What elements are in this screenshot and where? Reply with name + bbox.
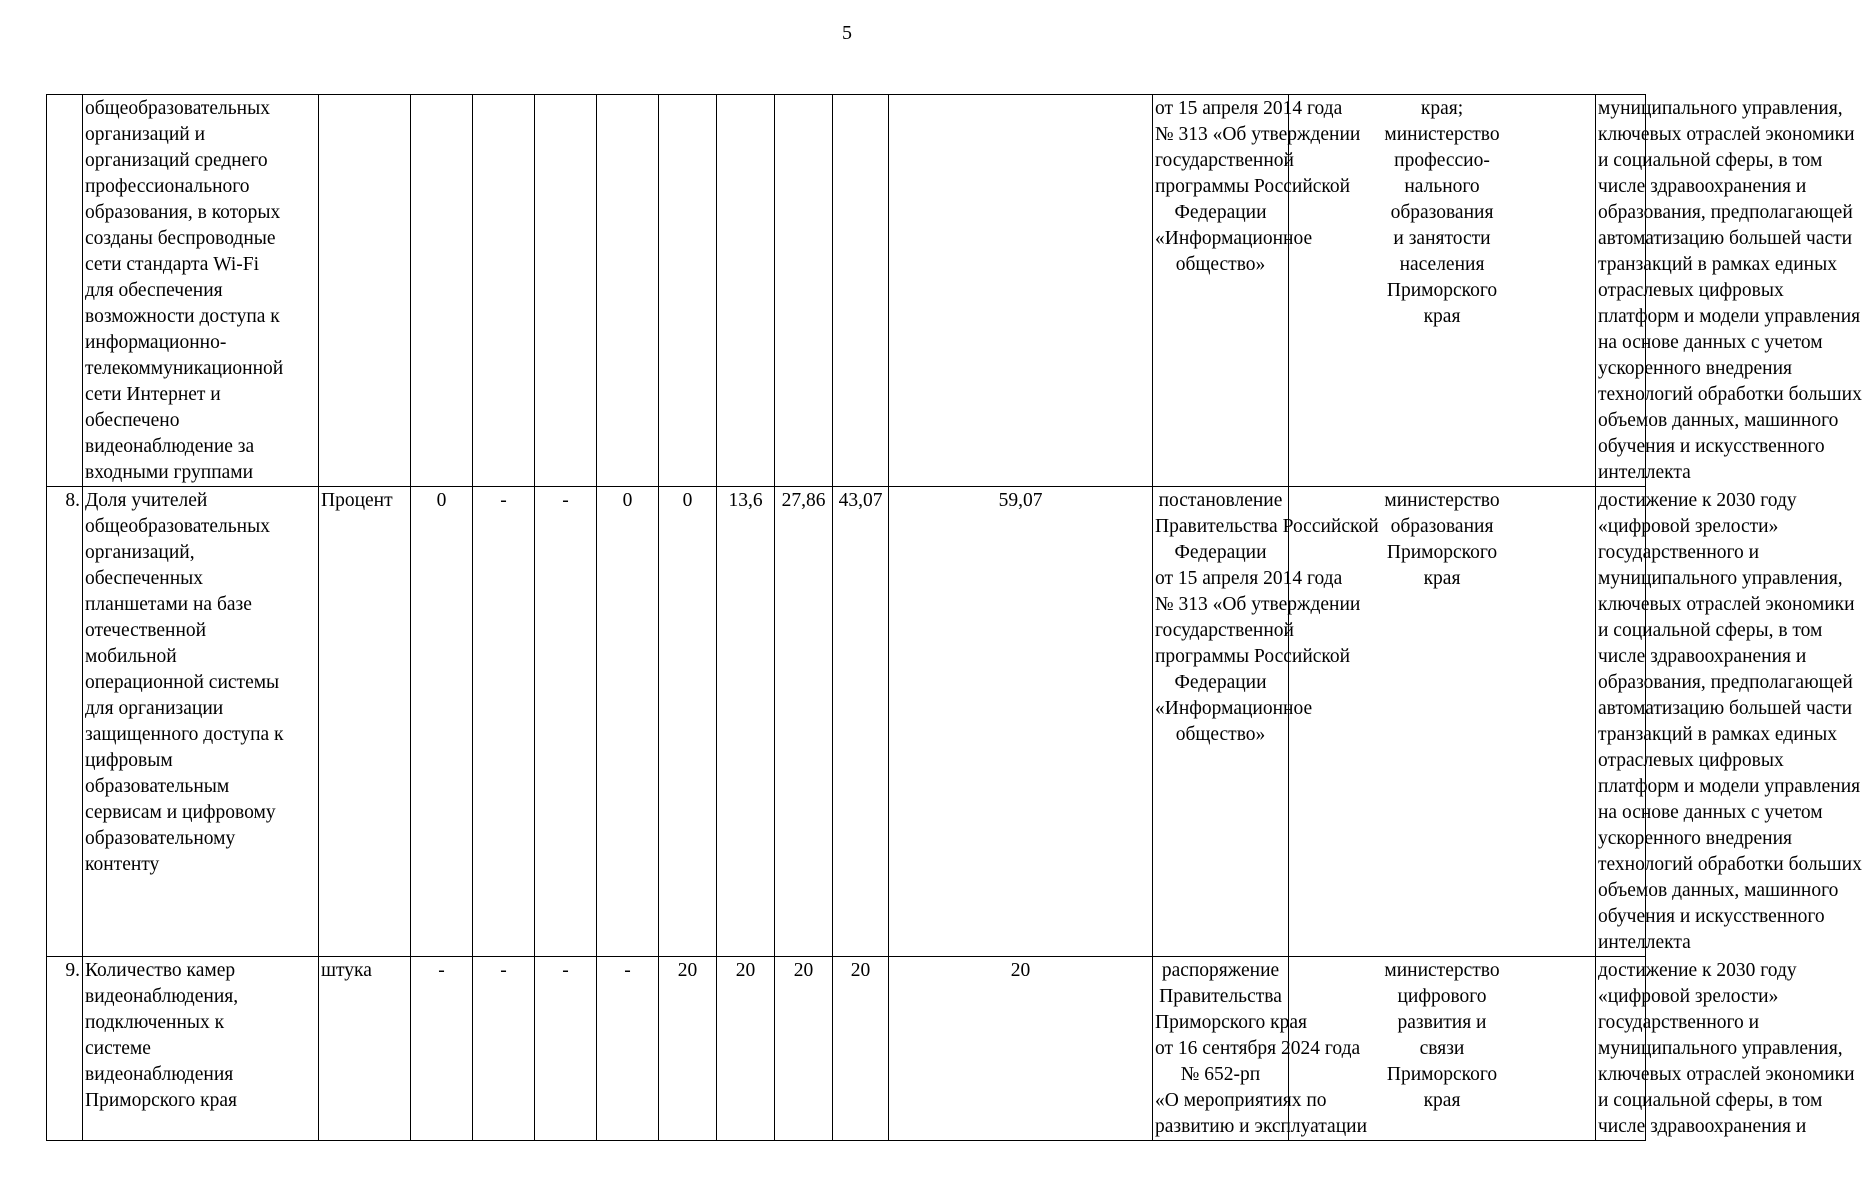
value-cell bbox=[473, 95, 535, 487]
goal-cell-line: на основе данных с учетом bbox=[1598, 332, 1823, 353]
goal-cell-line: объемов данных, машинного bbox=[1598, 410, 1839, 431]
basis-cell-line: постановление bbox=[1158, 490, 1283, 511]
goal-cell-line: автоматизацию большей части bbox=[1598, 228, 1853, 249]
goal-cell-line: технологий обработки больших bbox=[1598, 854, 1862, 875]
goal-cell-line: на основе данных с учетом bbox=[1598, 802, 1823, 823]
goal-cell-line: объемов данных, машинного bbox=[1598, 880, 1839, 901]
goal-cell-line: отраслевых цифровых bbox=[1598, 750, 1784, 771]
value-cell: - bbox=[473, 487, 535, 957]
indicator-name-line: операционной системы bbox=[85, 672, 280, 693]
indicator-name-line: видеонаблюдения bbox=[85, 1064, 234, 1085]
basis-cell-line: от 15 апреля 2014 года bbox=[1155, 568, 1343, 589]
value-cell: 59,07 bbox=[889, 487, 1153, 957]
value-cell bbox=[597, 95, 659, 487]
goal-cell-line: образования, предполагающей bbox=[1598, 672, 1853, 693]
responsible-cell-line: министерство bbox=[1384, 124, 1500, 145]
basis-cell-line: № 652-рп bbox=[1180, 1064, 1261, 1085]
goal-cell-line: и социальной сферы, в том bbox=[1598, 150, 1823, 171]
basis-cell-line: № 313 «Об утверждении bbox=[1155, 594, 1361, 615]
goal-cell-line: автоматизацию большей части bbox=[1598, 698, 1853, 719]
basis-cell-line: от 15 апреля 2014 года bbox=[1155, 98, 1343, 119]
value-cell: 0 bbox=[597, 487, 659, 957]
goal-cell-line: «цифровой зрелости» bbox=[1598, 516, 1779, 537]
responsible-cell-line: министерство bbox=[1384, 960, 1500, 981]
value-cell bbox=[411, 95, 473, 487]
indicator-name-line: организаций среднего bbox=[85, 150, 268, 171]
responsible-cell-line: Приморского bbox=[1386, 280, 1498, 301]
value-cell: 27,86 bbox=[775, 487, 833, 957]
basis-cell bbox=[1153, 957, 1368, 1141]
basis-cell-line: государственной bbox=[1155, 620, 1294, 641]
goal-cell-line: технологий обработки больших bbox=[1598, 384, 1862, 405]
goal-cell bbox=[1596, 487, 1862, 957]
indicator-name-line: образовательному bbox=[85, 828, 236, 849]
indicator-name-line: планшетами на базе bbox=[85, 594, 252, 615]
indicator-name-line: отечественной bbox=[85, 620, 207, 641]
goal-cell-line: числе здравоохранения и bbox=[1598, 1116, 1807, 1137]
responsible-cell-line: Приморского bbox=[1386, 542, 1498, 563]
goal-cell-line: ключевых отраслей экономики bbox=[1598, 1064, 1855, 1085]
row-number: 9. bbox=[47, 957, 83, 1141]
responsible-cell-line: края; bbox=[1420, 98, 1464, 119]
responsible-cell-line: связи bbox=[1419, 1038, 1465, 1059]
goal-cell bbox=[1596, 957, 1855, 1141]
responsible-cell-line: министерство bbox=[1384, 490, 1500, 511]
basis-cell-line: от 16 сентября 2024 года bbox=[1155, 1038, 1361, 1059]
basis-cell-line: Федерации bbox=[1174, 542, 1267, 563]
indicator-name-line: профессионального bbox=[85, 176, 250, 197]
basis-cell-line: «Информационное bbox=[1155, 698, 1313, 719]
indicator-name-line: общеобразовательных bbox=[85, 516, 270, 537]
unit-cell bbox=[319, 95, 411, 487]
indicator-name-line: видеонаблюдение за bbox=[85, 436, 255, 457]
indicator-name-line: сервисам и цифровому bbox=[85, 802, 276, 823]
goal-cell-line: платформ и модели управления bbox=[1598, 776, 1861, 797]
value-cell bbox=[535, 95, 597, 487]
indicator-name-line: мобильной bbox=[85, 646, 177, 667]
responsible-cell bbox=[1289, 487, 1596, 957]
goal-cell-line: «цифровой зрелости» bbox=[1598, 986, 1779, 1007]
row-number bbox=[47, 95, 83, 487]
indicator-name-line: сети стандарта Wi-Fi bbox=[85, 254, 260, 275]
table-row bbox=[47, 957, 1646, 1141]
goal-cell-line: достижение к 2030 году bbox=[1598, 960, 1797, 981]
indicator-name-line: возможности доступа к bbox=[85, 306, 280, 327]
goal-cell bbox=[1596, 95, 1862, 487]
responsible-cell-line: нального bbox=[1404, 176, 1480, 197]
goal-cell-line: транзакций в рамках единых bbox=[1598, 724, 1837, 745]
responsible-cell-line: Приморского bbox=[1386, 1064, 1498, 1085]
responsible-cell-line: и занятости bbox=[1393, 228, 1491, 249]
indicator-name bbox=[83, 487, 319, 957]
indicator-name-line: контенту bbox=[85, 854, 160, 875]
basis-cell bbox=[1153, 487, 1379, 957]
basis-cell-line: Приморского края bbox=[1155, 1012, 1307, 1033]
responsible-cell-line: населения bbox=[1399, 254, 1485, 275]
indicator-name-line: Доля учителей bbox=[85, 490, 208, 511]
indicator-name-line: образования, в которых bbox=[85, 202, 281, 223]
value-cell: 20 bbox=[889, 957, 1153, 1141]
indicator-name-line: организаций и bbox=[85, 124, 205, 145]
unit-cell: Процент bbox=[319, 487, 411, 957]
basis-cell-line: распоряжение bbox=[1161, 960, 1280, 981]
value-cell bbox=[889, 95, 1153, 487]
basis-cell-line: Правительства Российской bbox=[1155, 516, 1379, 537]
responsible-cell-line: края bbox=[1423, 306, 1461, 327]
indicator-name-line: созданы беспроводные bbox=[85, 228, 276, 249]
responsible-cell bbox=[1289, 95, 1596, 487]
goal-cell-line: числе здравоохранения и bbox=[1598, 176, 1807, 197]
value-cell: 20 bbox=[775, 957, 833, 1141]
goal-cell-line: достижение к 2030 году bbox=[1598, 490, 1797, 511]
indicator-name bbox=[83, 95, 319, 487]
goal-cell-line: муниципального управления, bbox=[1598, 98, 1843, 119]
goal-cell-line: муниципального управления, bbox=[1598, 568, 1843, 589]
responsible-cell-line: цифрового bbox=[1397, 986, 1487, 1007]
value-cell bbox=[659, 95, 717, 487]
value-cell: 13,6 bbox=[717, 487, 775, 957]
value-cell: - bbox=[535, 487, 597, 957]
value-cell: 0 bbox=[411, 487, 473, 957]
value-cell bbox=[833, 95, 889, 487]
value-cell: 20 bbox=[833, 957, 889, 1141]
value-cell: - bbox=[411, 957, 473, 1141]
value-cell: - bbox=[535, 957, 597, 1141]
indicator-name-line: подключенных к bbox=[85, 1012, 225, 1033]
basis-cell-line: государственной bbox=[1155, 150, 1294, 171]
indicator-name-line: цифровым bbox=[85, 750, 173, 771]
value-cell: 43,07 bbox=[833, 487, 889, 957]
indicator-name-line: телекоммуникационной bbox=[85, 358, 284, 379]
indicator-name-line: организаций, bbox=[85, 542, 195, 563]
page-number: 5 bbox=[842, 22, 852, 44]
basis-cell-line: Федерации bbox=[1174, 202, 1267, 223]
indicator-name-line: видеонаблюдения, bbox=[85, 986, 239, 1007]
indicator-name-line: входными группами bbox=[85, 462, 254, 483]
value-cell: - bbox=[473, 957, 535, 1141]
basis-cell-line: Федерации bbox=[1174, 672, 1267, 693]
basis-cell bbox=[1153, 95, 1361, 487]
indicators-table bbox=[46, 94, 1862, 1141]
goal-cell-line: муниципального управления, bbox=[1598, 1038, 1843, 1059]
goal-cell-line: обучения и искусственного bbox=[1598, 436, 1825, 457]
basis-cell-line: программы Российской bbox=[1155, 176, 1351, 197]
basis-cell-line: № 313 «Об утверждении bbox=[1155, 124, 1361, 145]
goal-cell-line: государственного и bbox=[1598, 1012, 1760, 1033]
indicator-name-line: обеспечено bbox=[85, 410, 180, 431]
indicator-name-line: обеспеченных bbox=[85, 568, 203, 589]
basis-cell-line: развитию и эксплуатации bbox=[1155, 1116, 1368, 1137]
responsible-cell-line: края bbox=[1423, 568, 1461, 589]
indicator-name-line: образовательным bbox=[85, 776, 230, 797]
row-number: 8. bbox=[47, 487, 83, 957]
value-cell bbox=[775, 95, 833, 487]
goal-cell-line: и социальной сферы, в том bbox=[1598, 620, 1823, 641]
value-cell: 20 bbox=[659, 957, 717, 1141]
indicator-name-line: защищенного доступа к bbox=[85, 724, 284, 745]
indicator-name-line: Приморского края bbox=[85, 1090, 237, 1111]
goal-cell-line: и социальной сферы, в том bbox=[1598, 1090, 1823, 1111]
responsible-cell-line: развития и bbox=[1397, 1012, 1487, 1033]
indicator-name-line: для организации bbox=[85, 698, 224, 719]
responsible-cell-line: образования bbox=[1390, 516, 1494, 537]
unit-cell: штука bbox=[319, 957, 411, 1141]
goal-cell-line: ускоренного внедрения bbox=[1598, 828, 1793, 849]
goal-cell-line: ключевых отраслей экономики bbox=[1598, 594, 1855, 615]
goal-cell-line: транзакций в рамках единых bbox=[1598, 254, 1837, 275]
value-cell: 0 bbox=[659, 487, 717, 957]
goal-cell-line: образования, предполагающей bbox=[1598, 202, 1853, 223]
indicator-name bbox=[83, 957, 319, 1141]
indicator-name-line: общеобразовательных bbox=[85, 98, 270, 119]
goal-cell-line: ключевых отраслей экономики bbox=[1598, 124, 1855, 145]
goal-cell-line: ускоренного внедрения bbox=[1598, 358, 1793, 379]
basis-cell-line: общество» bbox=[1175, 724, 1266, 745]
basis-cell-line: «Информационное bbox=[1155, 228, 1313, 249]
goal-cell-line: интеллекта bbox=[1598, 932, 1691, 953]
value-cell: - bbox=[597, 957, 659, 1141]
indicator-name-line: сети Интернет и bbox=[85, 384, 221, 405]
basis-cell-line: «О мероприятиях по bbox=[1155, 1090, 1327, 1111]
basis-cell-line: программы Российской bbox=[1155, 646, 1351, 667]
goal-cell-line: отраслевых цифровых bbox=[1598, 280, 1784, 301]
indicator-name-line: для обеспечения bbox=[85, 280, 223, 301]
indicator-name-line: системе bbox=[85, 1038, 151, 1059]
responsible-cell-line: профессио- bbox=[1394, 150, 1490, 171]
basis-cell-line: общество» bbox=[1175, 254, 1266, 275]
responsible-cell-line: образования bbox=[1390, 202, 1494, 223]
indicator-name-line: информационно- bbox=[85, 332, 227, 353]
table-row bbox=[47, 487, 1646, 957]
value-cell bbox=[717, 95, 775, 487]
goal-cell-line: платформ и модели управления bbox=[1598, 306, 1861, 327]
goal-cell-line: обучения и искусственного bbox=[1598, 906, 1825, 927]
table-row bbox=[47, 95, 1646, 487]
basis-cell-line: Правительства bbox=[1159, 986, 1282, 1007]
goal-cell-line: интеллекта bbox=[1598, 462, 1691, 483]
goal-cell-line: государственного и bbox=[1598, 542, 1760, 563]
responsible-cell-line: края bbox=[1423, 1090, 1461, 1111]
indicator-name-line: Количество камер bbox=[85, 960, 236, 981]
goal-cell-line: числе здравоохранения и bbox=[1598, 646, 1807, 667]
value-cell: 20 bbox=[717, 957, 775, 1141]
